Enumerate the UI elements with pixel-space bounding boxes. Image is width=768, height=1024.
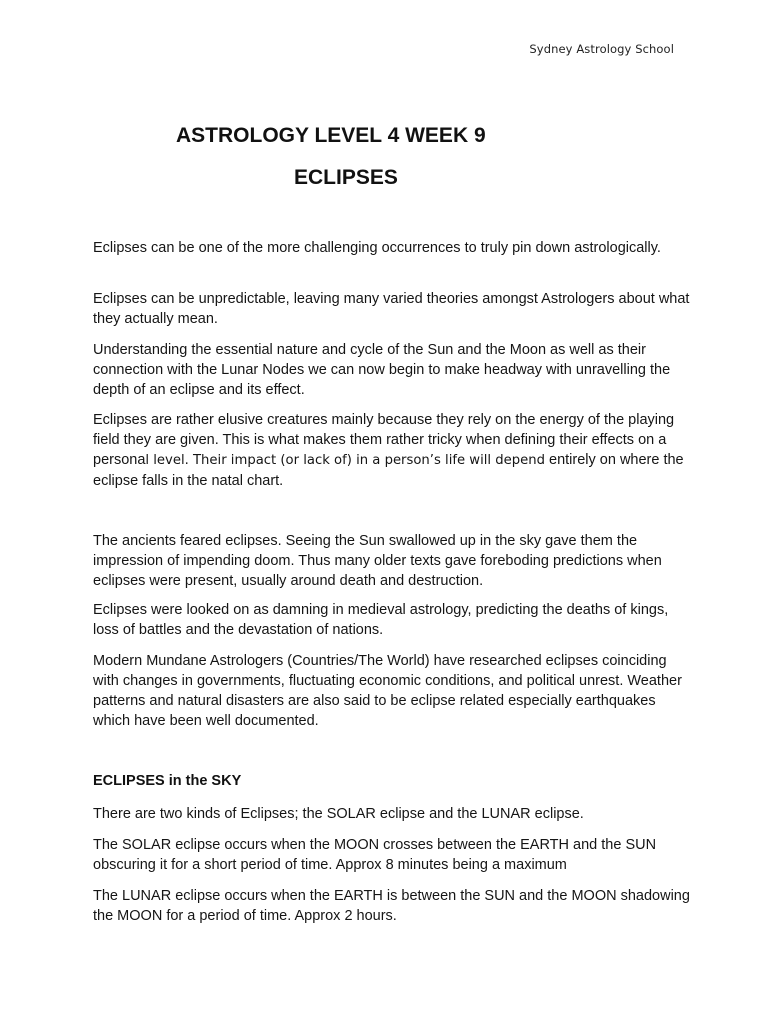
- paragraph-lunar-eclipse: The LUNAR eclipse occurs when the EARTH is between the SUN and the MOON shadowing the MOON for a period of time. Approx 2 hours.: [93, 888, 690, 924]
- document-title: ASTROLOGY LEVEL 4 WEEK 9: [176, 124, 486, 147]
- paragraph-modern-mundane: Modern Mundane Astrologers (Countries/The World) have researched eclipses coinciding with changes in governments, fluctuating economic conditions, and political unrest. Weather patterns and natural disasters are also said to be eclipse related especially earthquakes which have been well documented.: [93, 653, 682, 729]
- paragraph-elusive-part1: Eclipses are rather elusive creatures mainly because they rely on the energy of the playing field they are given. This is what makes them rather tricky when defining their effects on a persona: [93, 412, 675, 468]
- paragraph-elusive-part2: l level. Their impact (or lack of) in a person’s life will depend: [145, 453, 545, 468]
- paragraph-solar-eclipse: The SOLAR eclipse occurs when the MOON crosses between the EARTH and the SUN obscuring it for a short period of time. Approx 8 minutes being a maximum: [93, 837, 657, 873]
- paragraph-elusive-part3: entirely on where the eclipse falls in the natal chart.: [93, 452, 684, 489]
- section-heading-sky: ECLIPSES in the SKY: [93, 773, 242, 789]
- paragraph-ancients: The ancients feared eclipses. Seeing the Sun swallowed up in the sky gave them the impression of impending doom. Thus many older texts gave foreboding predictions when eclipses were present, usually around death and destruction.: [93, 533, 662, 589]
- document-subtitle: ECLIPSES: [294, 166, 398, 189]
- paragraph-intro: Eclipses can be one of the more challenging occurrences to truly pin down astrologically.: [93, 240, 661, 256]
- paragraph-two-kinds: There are two kinds of Eclipses; the SOLAR eclipse and the LUNAR eclipse.: [93, 806, 584, 822]
- paragraph-understanding: Understanding the essential nature and cycle of the Sun and the Moon as well as their connection with the Lunar Nodes we can now begin to make headway with unravelling the depth of an eclipse and its effect.: [93, 342, 671, 398]
- paragraph-unpredictable: Eclipses can be unpredictable, leaving many varied theories amongst Astrologers about what they actually mean.: [93, 291, 690, 327]
- paragraph-elusive: [93, 410, 693, 491]
- paragraph-medieval: Eclipses were looked on as damning in medieval astrology, predicting the deaths of kings, loss of battles and the devastation of nations.: [93, 602, 669, 638]
- school-name-header: Sydney Astrology School: [529, 42, 674, 56]
